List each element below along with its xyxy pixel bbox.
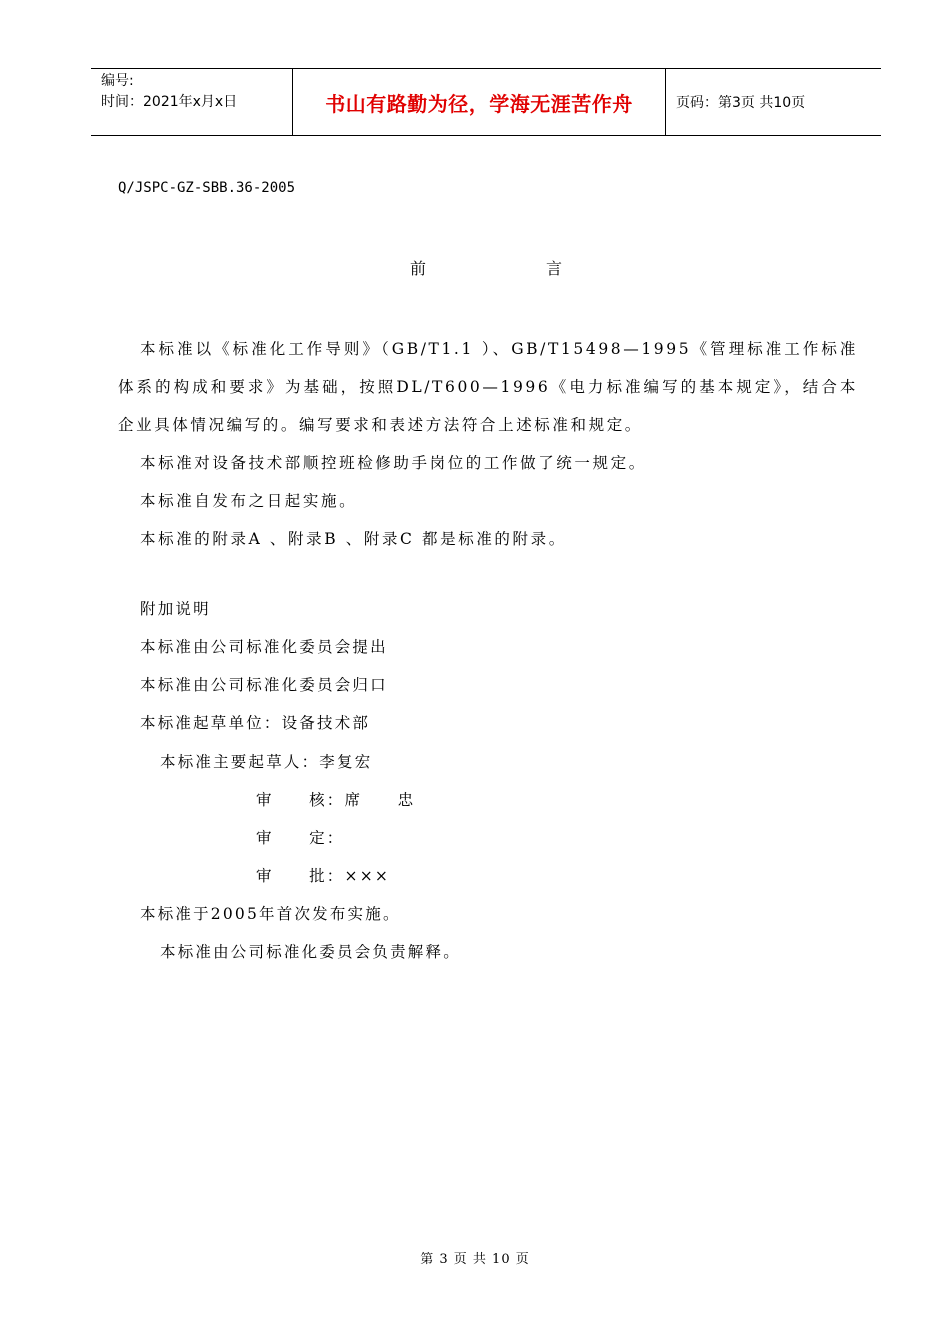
header-page-cell <box>666 69 881 135</box>
code-label: 编号: <box>101 73 134 89</box>
page-title <box>410 256 562 279</box>
preface-body <box>118 330 858 558</box>
motto-text: 书山有路勤为径，学海无涯苦作舟 <box>325 91 633 116</box>
page-footer: 第 3 页 共 10 页 <box>420 1252 530 1267</box>
document-code: Q/JSPC-GZ-SBB.36-2005 <box>118 180 296 196</box>
title-char-1: 前 <box>410 259 427 278</box>
notes-line-5: 本标准于2005年首次发布实施。 <box>140 905 401 923</box>
set-label: 审 定： <box>256 829 345 847</box>
notes-line-3: 本标准起草单位：设备技术部 <box>140 714 371 732</box>
approve-row <box>256 864 390 886</box>
paragraph-2: 本标准对设备技术部顺控班检修助手岗位的工作做了统一规定。 <box>140 454 647 472</box>
header-left-cell <box>91 69 292 135</box>
notes-line-1: 本标准由公司标准化委员会提出 <box>140 638 388 656</box>
notes-line-4: 本标准主要起草人：李复宏 <box>160 753 373 771</box>
approve-label: 审 批： <box>256 867 345 885</box>
notes-line-6: 本标准由公司标准化委员会负责解释。 <box>160 943 461 961</box>
paragraph-4: 本标准的附录A 、附录B 、附录C 都是标准的附录。 <box>140 530 567 548</box>
paragraph-1: 本标准以《标准化工作导则》（GB/T1.1 ）、GB/T15498—1995《管理标准工作标准体系的构成和要求》为基础，按照DL/T600—1996《电力标准编写的基本规定》，结合本企业具体情况编写的。编写要求和表述方法符合上述标准和规定。 <box>118 340 858 434</box>
title-char-2: 言 <box>546 259 563 278</box>
set-row <box>256 826 345 848</box>
review-label: 审 核： <box>256 791 345 809</box>
time-label: 时间：2021年x月x日 <box>101 94 238 110</box>
review-value: 席 忠 <box>344 791 416 809</box>
header-motto-cell <box>292 69 666 135</box>
notes-line-2: 本标准由公司标准化委员会归口 <box>140 676 388 694</box>
review-row <box>256 788 415 810</box>
approve-value: ××× <box>344 867 391 885</box>
page-header <box>91 68 881 136</box>
paragraph-3: 本标准自发布之日起实施。 <box>140 492 358 510</box>
page-info: 页码：第3页 共10页 <box>676 95 806 111</box>
notes-heading: 附加说明 <box>140 600 211 618</box>
